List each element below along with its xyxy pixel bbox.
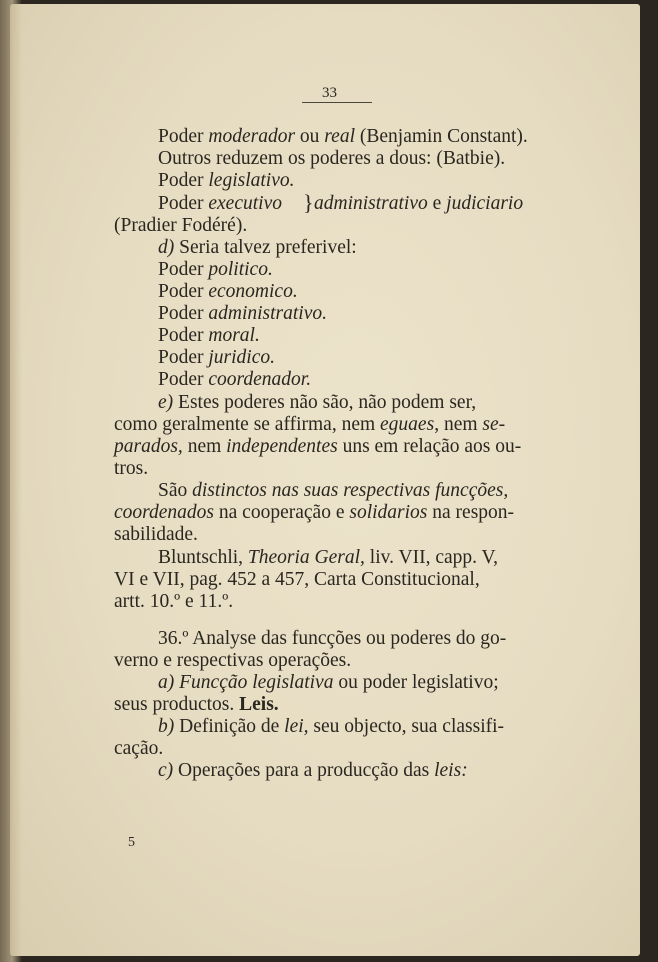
text-line: artt. 10.º e 11.º. [114, 591, 234, 612]
text-line: Poder legislativo. [158, 170, 295, 191]
text-line: Poder executivo [158, 193, 282, 214]
text-line: Bluntschli, Theoria Geral, liv. VII, capp. V, [158, 547, 498, 568]
text-line: d) Seria talvez preferivel: [158, 237, 357, 258]
text-line: administrativo e judiciario [314, 193, 524, 214]
text-line: VI e VII, pag. 452 a 457, Carta Constitucional, [114, 569, 480, 590]
header-rule [302, 102, 372, 103]
text-line: parados, nem independentes uns em relação aos ou- [114, 436, 522, 457]
text-line: 36.º Analyse das funcções ou poderes do go- [158, 628, 507, 649]
text-line: coordenados na cooperação e solidarios na respon- [114, 502, 515, 523]
text-line: Poder administrativo. [158, 303, 328, 324]
text-line: verno e respectivas operações. [114, 650, 352, 671]
text-line: Poder politico. [158, 259, 273, 280]
text-line: (Pradier Fodéré). [114, 215, 248, 236]
text-line: e) Estes poderes não são, não podem ser, [158, 392, 477, 413]
page-number: 33 [322, 85, 337, 101]
curly-brace-icon: } [303, 190, 314, 215]
text-line: São distinctos nas suas respectivas funcções, [158, 480, 509, 501]
text-line: como geralmente se affirma, nem eguaes, nem se- [114, 414, 506, 435]
text-line: a) Funcção legislativa ou poder legislativo; [158, 672, 499, 693]
text-line: Poder coordenador. [158, 369, 312, 390]
text-line: seus productos. Leis. [114, 694, 279, 715]
signature-mark: 5 [128, 835, 135, 850]
text-line: cação. [114, 738, 164, 759]
text-line: Poder moral. [158, 325, 260, 346]
text-line: Outros reduzem os poderes a dous: (Batbie). [158, 148, 506, 169]
text-line: Poder moderador ou real (Benjamin Constant). [158, 126, 528, 147]
text-line: sabilidade. [114, 524, 198, 545]
text-line: c) Operações para a producção das leis: [158, 760, 468, 781]
text-line: Poder economico. [158, 281, 298, 302]
text-line: Poder juridico. [158, 347, 275, 368]
text-line: b) Definição de lei, seu objecto, sua classifi- [158, 716, 505, 737]
text-line: tros. [114, 458, 149, 479]
